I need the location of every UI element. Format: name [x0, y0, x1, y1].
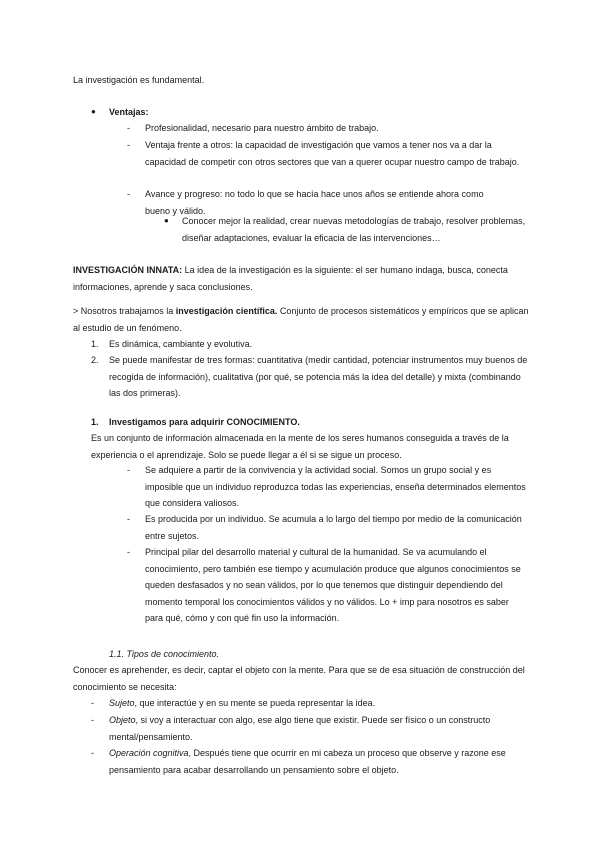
- innata-label: INVESTIGACIÓN INNATA:: [73, 265, 183, 275]
- dash-icon: -: [91, 715, 94, 725]
- list-number: 1.: [91, 417, 99, 427]
- tipos-term: Sujeto: [109, 698, 135, 708]
- dash-icon: -: [91, 698, 94, 708]
- tipos-heading: 1.1. Tipos de conocimiento.: [109, 649, 219, 659]
- ventajas-sub-item: Conocer mejor la realidad, crear nuevas metodologías de trabajo, resolver problemas, diseñar adaptaciones, evaluar la eficacia de las intervenciones…: [182, 216, 526, 243]
- bullet-icon: ●: [91, 107, 96, 116]
- bullet-icon: ●: [164, 216, 169, 225]
- tipos-term: Operación cognitiva: [109, 748, 189, 758]
- intro-text: La investigación es fundamental.: [73, 75, 205, 85]
- conocimiento-intro: Es un conjunto de información almacenada en la mente de los seres humanos conseguida a través de la experiencia o el aprendizaje. Solo se puede llegar a él si se sigue un proceso.: [91, 433, 509, 460]
- cientifica-prefix: > Nosotros trabajamos la: [73, 306, 176, 316]
- dash-icon: -: [127, 140, 130, 150]
- tipos-text: , si voy a interactuar con algo, ese algo tiene que existir. Puede ser físico o un constructo mental/pensamiento.: [109, 715, 491, 742]
- innata-paragraph: [73, 262, 537, 295]
- tipos-text: , Después tiene que ocurrir en mi cabeza un proceso que observe y razone ese pensamiento para acabar desarrollando un pensamiento sobre el objeto.: [109, 748, 506, 775]
- ventajas-item: Ventaja frente a otros: la capacidad de investigación que vamos a tener nos va a dar la capacidad de competir con otros sectores que van a querer ocupar nuestro campo de trabajo.: [145, 140, 520, 167]
- conocimiento-heading: Investigamos para adquirir CONOCIMIENTO.: [109, 417, 300, 427]
- dash-icon: -: [127, 514, 130, 524]
- list-number: 1.: [91, 339, 99, 349]
- dash-icon: -: [91, 748, 94, 758]
- tipos-term: Objeto: [109, 715, 136, 725]
- dash-icon: -: [127, 123, 130, 133]
- dash-icon: -: [127, 547, 130, 557]
- tipos-text: , que interactúe y en su mente se pueda representar la idea.: [134, 698, 376, 708]
- tipos-item: [109, 695, 529, 712]
- cientifica-item: Se puede manifestar de tres formas: cuantitativa (medir cantidad, potenciar instrumentos muy buenos de recogida de información), cualitativa (por qué, se potencia más la idea del detalle) y mixta (combinando las dos primeras).: [109, 355, 528, 398]
- dash-icon: -: [127, 189, 130, 199]
- dash-icon: -: [127, 465, 130, 475]
- list-number: 2.: [91, 355, 99, 365]
- conocimiento-item: Es producida por un individuo. Se acumula a lo largo del tiempo por medio de la comunicación entre sujetos.: [145, 514, 522, 541]
- ventajas-item: Avance y progreso: no todo lo que se hacía hace unos años se entiende ahora como bueno y válido.: [145, 189, 484, 216]
- cientifica-paragraph: [73, 303, 531, 336]
- cientifica-bold: investigación científica.: [175, 306, 278, 316]
- conocimiento-item: Principal pilar del desarrollo material y cultural de la humanidad. Se va acumulando el conocimiento, pero también ese tiempo y acumulación produce que algunos conocimientos se queden desfasados y no sean válidos, por lo que tenemos que distinguir dependiendo del momento temporal los conocimientos válidos y no válidos. Lo + imp para nosotros es saber para qué, cómo y con qué fin uso la información.: [145, 547, 521, 623]
- tipos-intro: Conocer es aprehender, es decir, captar el objeto con la mente. Para que se de esa situación de construcción del conocimiento se necesita:: [73, 665, 525, 692]
- ventajas-item: Profesionalidad, necesario para nuestro ámbito de trabajo.: [145, 123, 379, 133]
- tipos-item: [109, 712, 517, 745]
- cientifica-item: Es dinámica, cambiante y evolutiva.: [109, 339, 253, 349]
- ventajas-heading: Ventajas:: [109, 107, 149, 117]
- cientifica-suffix: Conjunto de procesos sistemáticos y empíricos que se aplican al estudio de un fenómeno.: [73, 306, 529, 333]
- innata-text: La idea de la investigación es la siguiente: el ser humano indaga, busca, conecta informaciones, aprende y saca conclusiones.: [73, 265, 508, 292]
- tipos-item: [109, 745, 521, 778]
- conocimiento-item: Se adquiere a partir de la convivencia y la actividad social. Somos un grupo social y es imposible que un individuo reproduzca todas las experiencias, enseña determinados elementos que considera valiosos.: [145, 465, 526, 508]
